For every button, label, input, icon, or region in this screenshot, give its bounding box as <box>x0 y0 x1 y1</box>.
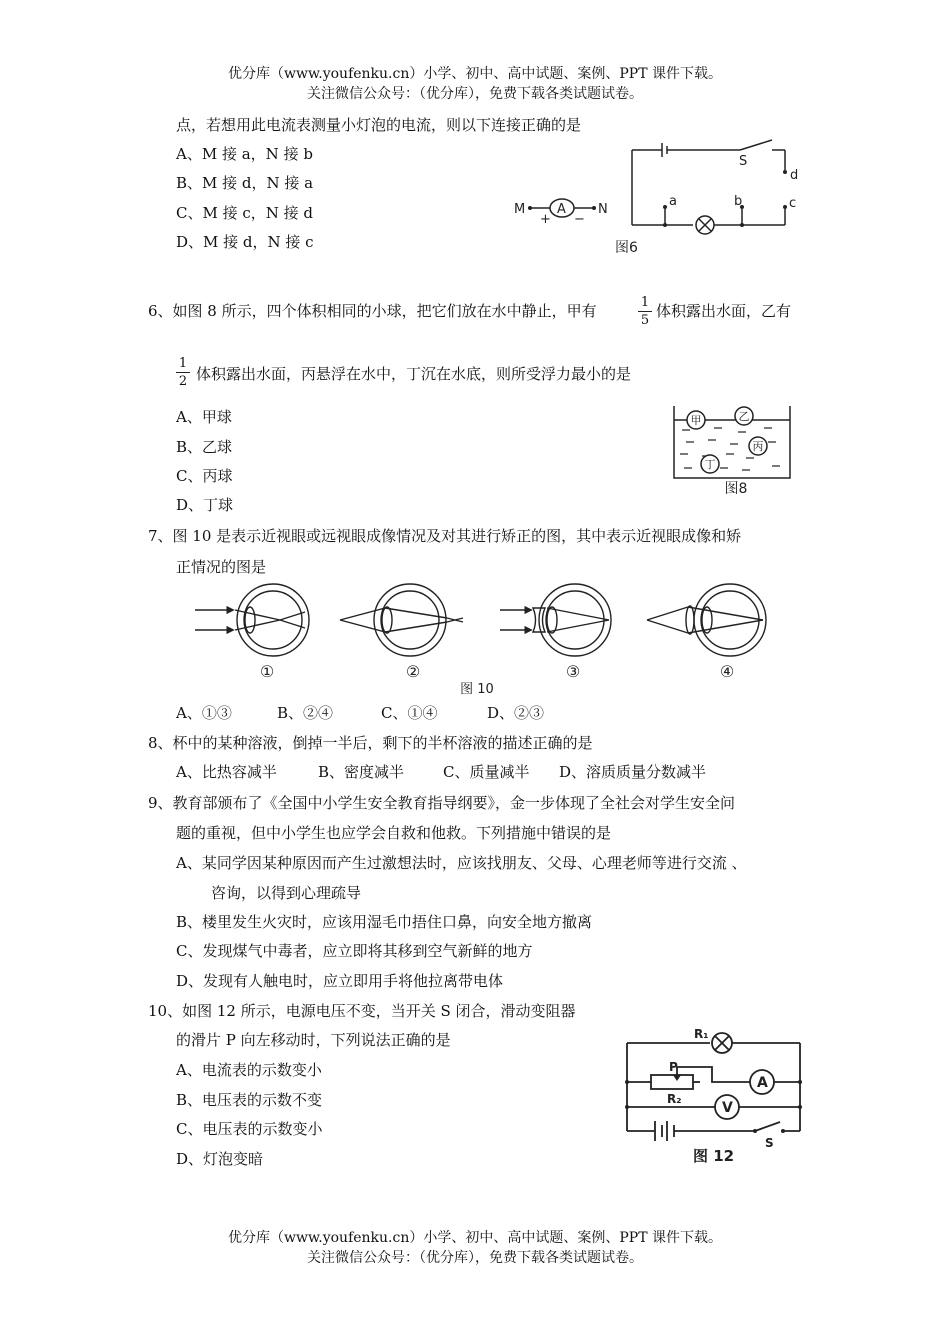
fig8-ball-ding: 丁 <box>704 458 716 471</box>
fig6-switch-label: S <box>739 154 748 169</box>
fig12-r1: R₁ <box>694 1027 709 1041</box>
q5-option-c: C、M 接 c，N 接 d <box>176 204 314 222</box>
fig12-p: P <box>669 1060 678 1074</box>
q10-line1: 10、如图 12 所示，电源电压不变，当开关 S 闭合，滑动变阻器 <box>148 1002 576 1020</box>
q10-option-b: B、电压表的示数不变 <box>176 1091 323 1109</box>
q9-option-a-line1: A、某同学因某种原因而产生过激想法时，应该找朋友、父母、心理老师等进行交流 、 <box>176 854 747 872</box>
q9-option-a-line2: 咨询，以得到心理疏导 <box>211 884 362 902</box>
q6-stem-b: 体积露出水面，乙有 <box>656 302 792 320</box>
fig12-voltmeter: V <box>722 1100 733 1116</box>
q6-frac1-den: 5 <box>640 313 650 328</box>
fig6-meter-n: N <box>598 202 608 217</box>
fig8-ball-jia: 甲 <box>690 414 702 427</box>
figure-6-circuit <box>510 135 810 260</box>
fig6-terminal-b: b <box>734 194 743 209</box>
fig10-label-1: ① <box>259 662 275 681</box>
q6-fraction-2 <box>176 357 190 388</box>
fig10-label-2: ② <box>405 662 421 681</box>
fig6-caption: 图6 <box>615 240 638 256</box>
fig6-terminal-c: c <box>789 196 797 211</box>
q5-stem: 点，若想用此电流表测量小灯泡的电流，则以下连接正确的是 <box>176 116 582 134</box>
q6-fraction-1 <box>638 296 652 327</box>
q6-stem-a: 6、如图 8 所示，四个体积相同的小球，把它们放在水中静止，甲有 <box>148 302 597 320</box>
figure-12-circuit <box>615 1025 805 1170</box>
q7-line1: 7、图 10 是表示近视眼或远视眼成像情况及对其进行矫正的图，其中表示近视眼成像和矫 <box>148 527 742 545</box>
fig6-terminal-d: d <box>790 168 799 183</box>
q6-frac1-num: 1 <box>640 295 650 310</box>
q6-option-d: D、丁球 <box>176 496 234 514</box>
q9-option-b: B、楼里发生火灾时，应该用湿毛巾捂住口鼻，向安全地方撤离 <box>176 913 593 931</box>
q6-option-a: A、甲球 <box>176 408 232 426</box>
page-footer-line2: 关注微信公众号：（优分库），免费下载各类试题试卷。 <box>307 1250 643 1266</box>
page-header-line2: 关注微信公众号：（优分库），免费下载各类试题试卷。 <box>307 86 643 102</box>
figure-8-container <box>668 398 798 498</box>
fig10-label-3: ③ <box>565 662 581 681</box>
figure-10-eyes <box>185 580 800 695</box>
q7-option-c: C、①④ <box>381 704 438 722</box>
q9-option-d: D、发现有人触电时，应立即用手将他拉离带电体 <box>176 972 504 990</box>
q6-option-c: C、丙球 <box>176 467 233 485</box>
fig6-meter-m: M <box>514 202 526 217</box>
q7-line2: 正情况的图是 <box>176 558 267 576</box>
q8-option-b: B、密度减半 <box>318 763 405 781</box>
q9-line2: 题的重视，但中小学生也应学会自救和他救。下列措施中错误的是 <box>176 824 612 842</box>
q5-option-b: B、M 接 d，N 接 a <box>176 174 314 192</box>
fig6-terminal-a: a <box>669 194 677 209</box>
page-header-line1: 优分库（www.youfenku.cn）小学、初中、高中试题、案例、PPT 课件下载。 <box>227 66 722 82</box>
q7-option-a: A、①③ <box>176 704 232 722</box>
q6-frac2-den: 2 <box>178 374 188 389</box>
fig12-caption: 图 12 <box>693 1147 735 1165</box>
fig6-minus: − <box>574 212 585 227</box>
fig10-label-4: ④ <box>719 662 735 681</box>
fig12-r2: R₂ <box>667 1092 682 1106</box>
q5-option-d: D、M 接 d，N 接 c <box>176 233 314 251</box>
q9-option-c: C、发现煤气中毒者，应立即将其移到空气新鲜的地方 <box>176 942 533 960</box>
fig8-ball-yi: 乙 <box>738 410 750 423</box>
q7-option-b: B、②④ <box>277 704 334 722</box>
fig10-caption: 图 10 <box>460 682 494 695</box>
q6-frac2-num: 1 <box>178 356 188 371</box>
q8-option-a: A、比热容减半 <box>176 763 277 781</box>
fig8-ball-bing: 丙 <box>752 440 764 453</box>
q6-option-b: B、乙球 <box>176 438 233 456</box>
fig6-meter-a: A <box>557 202 566 217</box>
q10-option-a: A、电流表的示数变小 <box>176 1061 322 1079</box>
fig12-ammeter: A <box>757 1075 768 1091</box>
fig8-caption: 图8 <box>724 481 748 497</box>
q8-option-d: D、溶质质量分数减半 <box>559 763 707 781</box>
q10-option-d: D、灯泡变暗 <box>176 1150 264 1168</box>
q5-option-a: A、M 接 a，N 接 b <box>176 145 313 163</box>
q10-line2: 的滑片 P 向左移动时，下列说法正确的是 <box>176 1031 451 1049</box>
fig6-plus: + <box>540 212 551 227</box>
q10-option-c: C、电压表的示数变小 <box>176 1120 323 1138</box>
q8-stem: 8、杯中的某种溶液，倒掉一半后，剩下的半杯溶液的描述正确的是 <box>148 734 593 752</box>
page-footer-line1: 优分库（www.youfenku.cn）小学、初中、高中试题、案例、PPT 课件下载。 <box>227 1230 722 1246</box>
q6-stem-c: 体积露出水面，丙悬浮在水中，丁沉在水底，则所受浮力最小的是 <box>196 365 632 383</box>
q7-option-d: D、②③ <box>487 704 545 722</box>
q9-line1: 9、教育部颁布了《全国中小学生安全教育指导纲要》，金一步体现了全社会对学生安全问 <box>148 794 736 812</box>
fig12-switch: S <box>765 1136 774 1150</box>
q8-option-c: C、质量减半 <box>443 763 530 781</box>
